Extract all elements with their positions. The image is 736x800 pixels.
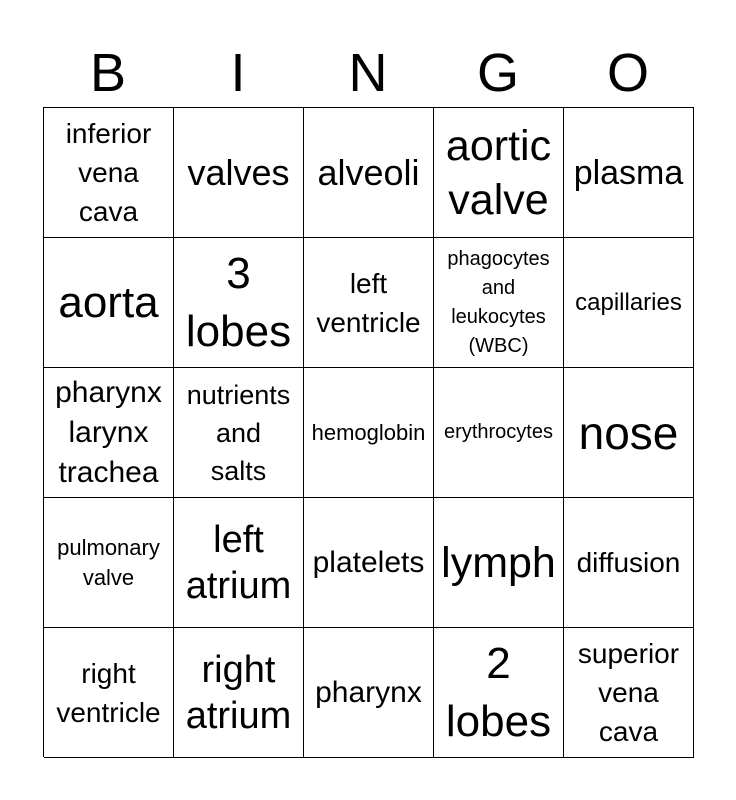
bingo-cell[interactable]: left ventricle xyxy=(304,238,434,368)
bingo-cell[interactable]: plasma xyxy=(564,108,694,238)
bingo-cell[interactable]: valves xyxy=(174,108,304,238)
bingo-cell[interactable]: pulmonary valve xyxy=(44,498,174,628)
bingo-cell[interactable]: right atrium xyxy=(174,628,304,758)
header-letter-b: B xyxy=(89,43,127,103)
bingo-cell[interactable]: pharynx larynx trachea xyxy=(44,368,174,498)
header-letter-i: I xyxy=(230,43,246,103)
header-letter-o: O xyxy=(606,43,649,103)
bingo-cell[interactable]: alveoli xyxy=(304,108,434,238)
bingo-cell[interactable]: nose xyxy=(564,368,694,498)
bingo-cell[interactable]: pharynx xyxy=(304,628,434,758)
bingo-cell[interactable]: left atrium xyxy=(174,498,304,628)
bingo-cell[interactable]: inferior vena cava xyxy=(44,108,174,238)
bingo-cell[interactable]: capillaries xyxy=(564,238,694,368)
bingo-cell[interactable]: aortic valve xyxy=(434,108,564,238)
bingo-cell[interactable]: 3 lobes xyxy=(174,238,304,368)
header-letter-g: G xyxy=(476,43,519,103)
bingo-header xyxy=(43,40,693,106)
bingo-cell[interactable]: phagocytes and leukocytes (WBC) xyxy=(434,238,564,368)
bingo-cell[interactable]: right ventricle xyxy=(44,628,174,758)
bingo-cell[interactable]: platelets xyxy=(304,498,434,628)
bingo-board xyxy=(43,107,694,757)
header-letter-n: N xyxy=(348,43,388,103)
bingo-cell[interactable]: aorta xyxy=(44,238,174,368)
bingo-cell[interactable]: hemoglobin xyxy=(304,368,434,498)
bingo-cell[interactable]: lymph xyxy=(434,498,564,628)
bingo-cell[interactable]: nutrients and salts xyxy=(174,368,304,498)
bingo-cell[interactable]: erythrocytes xyxy=(434,368,564,498)
bingo-cell[interactable]: 2 lobes xyxy=(434,628,564,758)
bingo-cell[interactable]: diffusion xyxy=(564,498,694,628)
bingo-cell[interactable]: superior vena cava xyxy=(564,628,694,758)
